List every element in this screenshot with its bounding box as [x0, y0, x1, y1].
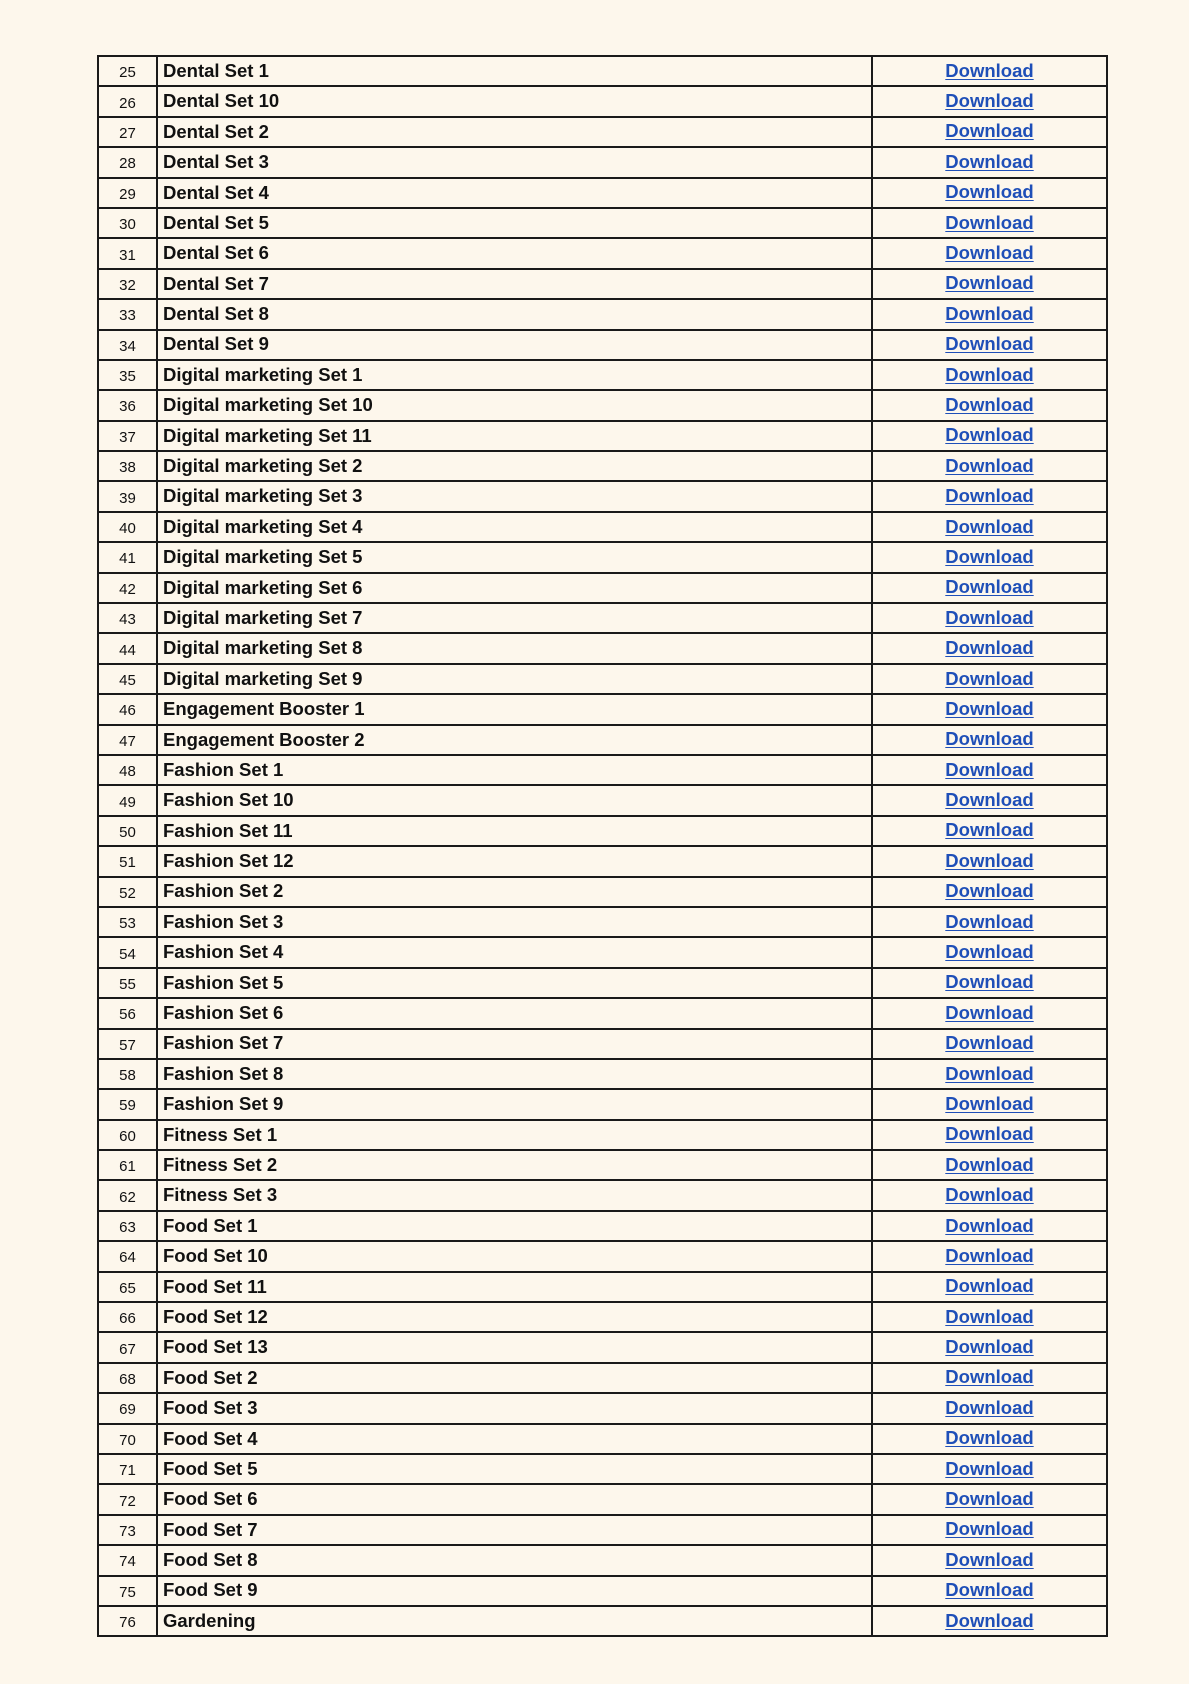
item-name: Digital marketing Set 2: [157, 451, 872, 481]
download-link[interactable]: Download: [945, 1305, 1034, 1327]
row-number: 38: [98, 451, 157, 481]
download-link[interactable]: Download: [945, 545, 1034, 567]
row-number: 58: [98, 1059, 157, 1089]
row-number: 74: [98, 1545, 157, 1575]
item-name: Digital marketing Set 1: [157, 360, 872, 390]
download-link[interactable]: Download: [945, 819, 1034, 841]
row-number: 54: [98, 937, 157, 967]
row-number: 51: [98, 846, 157, 876]
download-cell: [872, 360, 1107, 390]
download-cell: [872, 1120, 1107, 1150]
download-link[interactable]: Download: [945, 758, 1034, 780]
download-cell: [872, 816, 1107, 846]
table-row: [98, 968, 1107, 998]
row-number: 35: [98, 360, 157, 390]
download-link[interactable]: Download: [945, 272, 1034, 294]
table-row: [98, 1393, 1107, 1423]
download-cell: [872, 1302, 1107, 1332]
download-link[interactable]: Download: [945, 1275, 1034, 1297]
download-link[interactable]: Download: [945, 363, 1034, 385]
download-link[interactable]: Download: [945, 1579, 1034, 1601]
item-name: Digital marketing Set 6: [157, 573, 872, 603]
download-cell: [872, 481, 1107, 511]
table-row: [98, 512, 1107, 542]
item-name: Fashion Set 12: [157, 846, 872, 876]
item-name: Digital marketing Set 9: [157, 664, 872, 694]
item-name: Fashion Set 9: [157, 1089, 872, 1119]
download-link[interactable]: Download: [945, 1244, 1034, 1266]
table-row: [98, 390, 1107, 420]
download-link[interactable]: Download: [945, 59, 1034, 81]
item-name: Food Set 5: [157, 1454, 872, 1484]
table-row: [98, 117, 1107, 147]
item-name: Engagement Booster 1: [157, 694, 872, 724]
download-link[interactable]: Download: [945, 697, 1034, 719]
row-number: 31: [98, 238, 157, 268]
table-row: [98, 1120, 1107, 1150]
item-name: Dental Set 9: [157, 330, 872, 360]
row-number: 76: [98, 1606, 157, 1636]
item-name: Digital marketing Set 10: [157, 390, 872, 420]
table-row: [98, 56, 1107, 86]
item-name: Food Set 11: [157, 1272, 872, 1302]
download-link[interactable]: Download: [945, 242, 1034, 264]
download-cell: [872, 178, 1107, 208]
download-cell: [872, 998, 1107, 1028]
table-row: [98, 846, 1107, 876]
download-cell: [872, 846, 1107, 876]
table-row: [98, 1059, 1107, 1089]
table-row: [98, 664, 1107, 694]
row-number: 45: [98, 664, 157, 694]
row-number: 59: [98, 1089, 157, 1119]
item-name: Dental Set 6: [157, 238, 872, 268]
table-row: [98, 877, 1107, 907]
item-name: Food Set 4: [157, 1424, 872, 1454]
table-row: [98, 1454, 1107, 1484]
download-cell: [872, 1424, 1107, 1454]
item-name: Dental Set 8: [157, 299, 872, 329]
item-name: Fashion Set 10: [157, 785, 872, 815]
table-row: [98, 1484, 1107, 1514]
download-cell: [872, 1454, 1107, 1484]
download-link[interactable]: Download: [945, 910, 1034, 932]
row-number: 66: [98, 1302, 157, 1332]
row-number: 41: [98, 542, 157, 572]
item-name: Fashion Set 6: [157, 998, 872, 1028]
download-link[interactable]: Download: [945, 667, 1034, 689]
download-link[interactable]: Download: [945, 150, 1034, 172]
download-table: [97, 55, 1108, 1637]
table-row: [98, 299, 1107, 329]
table-row: [98, 542, 1107, 572]
download-cell: [872, 1363, 1107, 1393]
download-link[interactable]: Download: [945, 1184, 1034, 1206]
table-row: [98, 633, 1107, 663]
download-link[interactable]: Download: [945, 1548, 1034, 1570]
row-number: 47: [98, 725, 157, 755]
download-cell: [872, 755, 1107, 785]
row-number: 36: [98, 390, 157, 420]
item-name: Food Set 10: [157, 1241, 872, 1271]
download-cell: [872, 1150, 1107, 1180]
row-number: 48: [98, 755, 157, 785]
download-cell: [872, 968, 1107, 998]
download-link[interactable]: Download: [945, 485, 1034, 507]
table-row: [98, 147, 1107, 177]
row-number: 44: [98, 633, 157, 663]
item-name: Food Set 13: [157, 1332, 872, 1362]
download-cell: [872, 1180, 1107, 1210]
download-link[interactable]: Download: [945, 1366, 1034, 1388]
download-cell: [872, 1393, 1107, 1423]
table-row: [98, 1241, 1107, 1271]
download-link[interactable]: Download: [945, 941, 1034, 963]
row-number: 70: [98, 1424, 157, 1454]
download-cell: [872, 1272, 1107, 1302]
item-name: Food Set 12: [157, 1302, 872, 1332]
download-cell: [872, 1332, 1107, 1362]
row-number: 53: [98, 907, 157, 937]
row-number: 65: [98, 1272, 157, 1302]
item-name: Food Set 2: [157, 1363, 872, 1393]
table-row: [98, 907, 1107, 937]
row-number: 73: [98, 1515, 157, 1545]
table-row: [98, 1180, 1107, 1210]
table-row: [98, 1272, 1107, 1302]
item-name: Fitness Set 1: [157, 1120, 872, 1150]
row-number: 60: [98, 1120, 157, 1150]
row-number: 27: [98, 117, 157, 147]
item-name: Dental Set 7: [157, 269, 872, 299]
row-number: 71: [98, 1454, 157, 1484]
row-number: 33: [98, 299, 157, 329]
download-cell: [872, 573, 1107, 603]
item-name: Dental Set 2: [157, 117, 872, 147]
download-link[interactable]: Download: [945, 454, 1034, 476]
download-cell: [872, 512, 1107, 542]
item-name: Fashion Set 7: [157, 1029, 872, 1059]
item-name: Dental Set 10: [157, 86, 872, 116]
table-row: [98, 1545, 1107, 1575]
row-number: 55: [98, 968, 157, 998]
download-link[interactable]: Download: [945, 1518, 1034, 1540]
download-cell: [872, 269, 1107, 299]
download-table-body: [98, 56, 1107, 1636]
item-name: Digital marketing Set 7: [157, 603, 872, 633]
download-link[interactable]: Download: [945, 1488, 1034, 1510]
item-name: Dental Set 3: [157, 147, 872, 177]
download-link[interactable]: Download: [945, 393, 1034, 415]
table-row: [98, 269, 1107, 299]
row-number: 75: [98, 1576, 157, 1606]
download-cell: [872, 1515, 1107, 1545]
row-number: 50: [98, 816, 157, 846]
item-name: Digital marketing Set 3: [157, 481, 872, 511]
row-number: 64: [98, 1241, 157, 1271]
download-link[interactable]: Download: [945, 728, 1034, 750]
item-name: Food Set 7: [157, 1515, 872, 1545]
download-link[interactable]: Download: [945, 90, 1034, 112]
download-link[interactable]: Download: [945, 302, 1034, 324]
item-name: Digital marketing Set 4: [157, 512, 872, 542]
item-name: Food Set 9: [157, 1576, 872, 1606]
table-row: [98, 451, 1107, 481]
row-number: 69: [98, 1393, 157, 1423]
download-cell: [872, 633, 1107, 663]
download-link[interactable]: Download: [945, 1092, 1034, 1114]
row-number: 57: [98, 1029, 157, 1059]
download-link[interactable]: Download: [945, 333, 1034, 355]
table-row: [98, 238, 1107, 268]
download-link[interactable]: Download: [945, 1336, 1034, 1358]
row-number: 34: [98, 330, 157, 360]
item-name: Fashion Set 11: [157, 816, 872, 846]
row-number: 30: [98, 208, 157, 238]
download-cell: [872, 421, 1107, 451]
row-number: 52: [98, 877, 157, 907]
row-number: 37: [98, 421, 157, 451]
download-link[interactable]: Download: [945, 1214, 1034, 1236]
download-link[interactable]: Download: [945, 1153, 1034, 1175]
download-link[interactable]: Download: [945, 181, 1034, 203]
download-cell: [872, 147, 1107, 177]
download-link[interactable]: Download: [945, 120, 1034, 142]
table-row: [98, 1363, 1107, 1393]
item-name: Food Set 3: [157, 1393, 872, 1423]
download-link[interactable]: Download: [945, 1457, 1034, 1479]
row-number: 62: [98, 1180, 157, 1210]
table-row: [98, 1576, 1107, 1606]
item-name: Food Set 1: [157, 1211, 872, 1241]
item-name: Digital marketing Set 8: [157, 633, 872, 663]
item-name: Fashion Set 8: [157, 1059, 872, 1089]
table-row: [98, 208, 1107, 238]
download-link[interactable]: Download: [945, 880, 1034, 902]
download-cell: [872, 1606, 1107, 1636]
row-number: 25: [98, 56, 157, 86]
download-cell: [872, 937, 1107, 967]
download-link[interactable]: Download: [945, 211, 1034, 233]
download-cell: [872, 208, 1107, 238]
download-link[interactable]: Download: [945, 1427, 1034, 1449]
table-row: [98, 178, 1107, 208]
download-link[interactable]: Download: [945, 606, 1034, 628]
item-name: Fashion Set 3: [157, 907, 872, 937]
item-name: Food Set 8: [157, 1545, 872, 1575]
download-cell: [872, 86, 1107, 116]
row-number: 49: [98, 785, 157, 815]
download-cell: [872, 725, 1107, 755]
item-name: Fashion Set 4: [157, 937, 872, 967]
download-cell: [872, 1059, 1107, 1089]
table-row: [98, 421, 1107, 451]
table-row: [98, 330, 1107, 360]
download-cell: [872, 117, 1107, 147]
download-link[interactable]: Download: [945, 971, 1034, 993]
item-name: Fashion Set 5: [157, 968, 872, 998]
table-row: [98, 1332, 1107, 1362]
download-link[interactable]: Download: [945, 1001, 1034, 1023]
row-number: 68: [98, 1363, 157, 1393]
download-cell: [872, 1241, 1107, 1271]
item-name: Fitness Set 3: [157, 1180, 872, 1210]
row-number: 28: [98, 147, 157, 177]
download-link[interactable]: Download: [945, 789, 1034, 811]
item-name: Dental Set 1: [157, 56, 872, 86]
download-link[interactable]: Download: [945, 424, 1034, 446]
table-row: [98, 998, 1107, 1028]
table-row: [98, 1150, 1107, 1180]
download-link[interactable]: Download: [945, 576, 1034, 598]
download-cell: [872, 330, 1107, 360]
item-name: Dental Set 4: [157, 178, 872, 208]
download-link[interactable]: Download: [945, 1609, 1034, 1631]
table-row: [98, 1211, 1107, 1241]
row-number: 42: [98, 573, 157, 603]
row-number: 63: [98, 1211, 157, 1241]
download-cell: [872, 1484, 1107, 1514]
document-page: [97, 55, 1106, 1637]
row-number: 26: [98, 86, 157, 116]
table-row: [98, 603, 1107, 633]
table-row: [98, 1606, 1107, 1636]
download-cell: [872, 451, 1107, 481]
download-cell: [872, 390, 1107, 420]
download-link[interactable]: Download: [945, 637, 1034, 659]
download-cell: [872, 1089, 1107, 1119]
item-name: Fashion Set 1: [157, 755, 872, 785]
table-row: [98, 360, 1107, 390]
item-name: Fashion Set 2: [157, 877, 872, 907]
table-row: [98, 573, 1107, 603]
table-row: [98, 1029, 1107, 1059]
item-name: Digital marketing Set 5: [157, 542, 872, 572]
table-row: [98, 86, 1107, 116]
download-link[interactable]: Download: [945, 1062, 1034, 1084]
download-cell: [872, 603, 1107, 633]
row-number: 29: [98, 178, 157, 208]
item-name: Engagement Booster 2: [157, 725, 872, 755]
download-link[interactable]: Download: [945, 1032, 1034, 1054]
table-row: [98, 816, 1107, 846]
download-cell: [872, 238, 1107, 268]
item-name: Digital marketing Set 11: [157, 421, 872, 451]
row-number: 40: [98, 512, 157, 542]
download-link[interactable]: Download: [945, 1123, 1034, 1145]
download-cell: [872, 877, 1107, 907]
item-name: Food Set 6: [157, 1484, 872, 1514]
download-cell: [872, 299, 1107, 329]
download-cell: [872, 1211, 1107, 1241]
table-row: [98, 1302, 1107, 1332]
row-number: 72: [98, 1484, 157, 1514]
download-link[interactable]: Download: [945, 849, 1034, 871]
row-number: 61: [98, 1150, 157, 1180]
item-name: Gardening: [157, 1606, 872, 1636]
table-row: [98, 785, 1107, 815]
table-row: [98, 481, 1107, 511]
row-number: 43: [98, 603, 157, 633]
download-link[interactable]: Download: [945, 515, 1034, 537]
table-row: [98, 937, 1107, 967]
download-cell: [872, 1029, 1107, 1059]
table-row: [98, 1424, 1107, 1454]
table-row: [98, 725, 1107, 755]
download-cell: [872, 542, 1107, 572]
row-number: 39: [98, 481, 157, 511]
row-number: 67: [98, 1332, 157, 1362]
row-number: 46: [98, 694, 157, 724]
download-cell: [872, 785, 1107, 815]
download-link[interactable]: Download: [945, 1396, 1034, 1418]
table-row: [98, 1089, 1107, 1119]
download-cell: [872, 694, 1107, 724]
download-cell: [872, 664, 1107, 694]
download-cell: [872, 56, 1107, 86]
download-cell: [872, 1545, 1107, 1575]
table-row: [98, 694, 1107, 724]
download-cell: [872, 1576, 1107, 1606]
download-cell: [872, 907, 1107, 937]
table-row: [98, 755, 1107, 785]
item-name: Dental Set 5: [157, 208, 872, 238]
table-row: [98, 1515, 1107, 1545]
row-number: 32: [98, 269, 157, 299]
item-name: Fitness Set 2: [157, 1150, 872, 1180]
row-number: 56: [98, 998, 157, 1028]
